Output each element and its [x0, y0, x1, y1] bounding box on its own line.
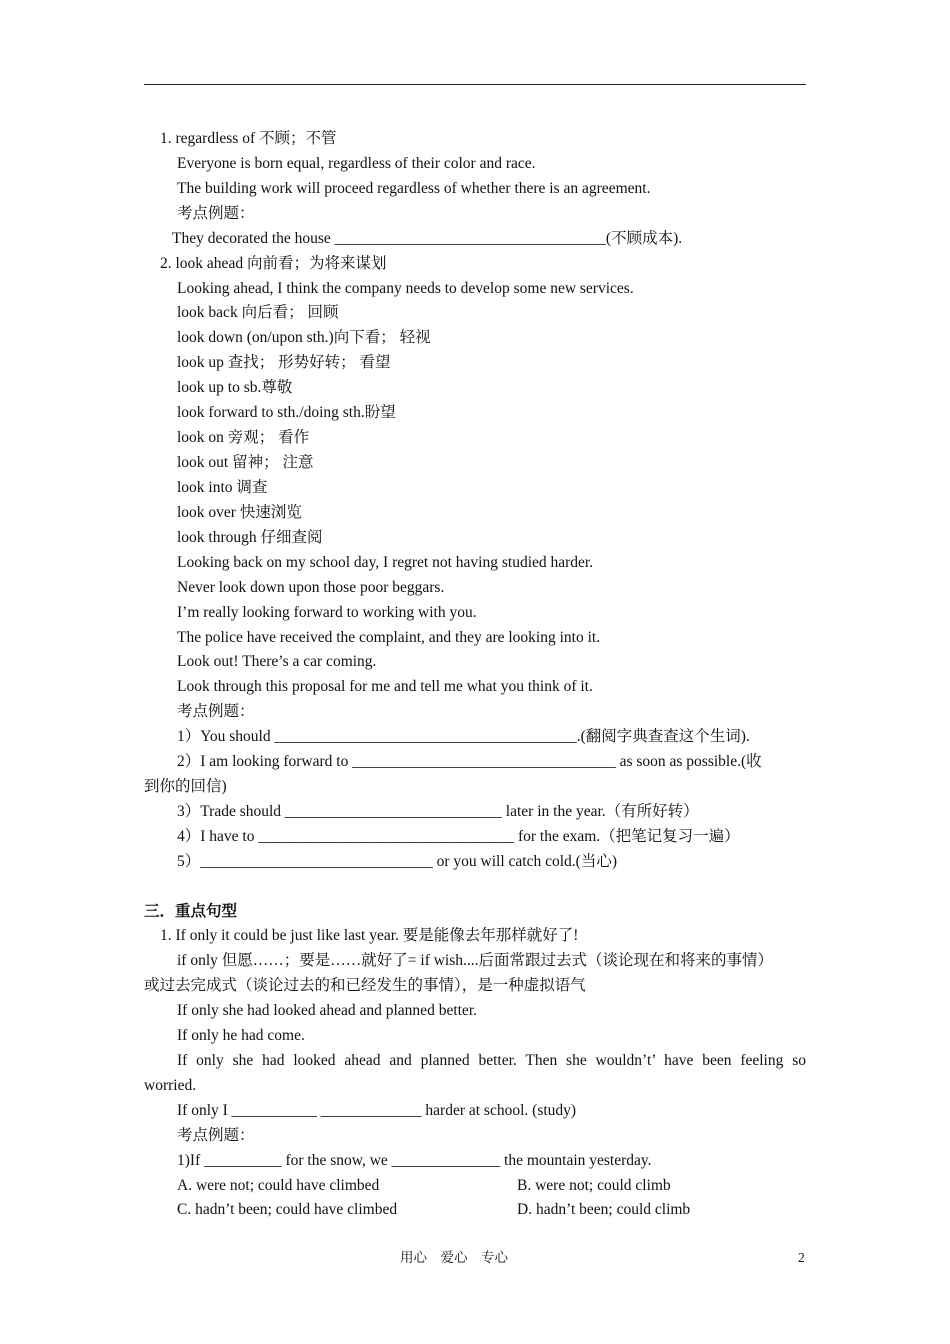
example-sentence: Never look down upon those poor beggars.: [177, 579, 445, 596]
exercise-question: 3）Trade should ____________________________ later in the year.（有所好转）: [177, 803, 699, 820]
example-sentence: Everyone is born equal, regardless of their color and race.: [177, 155, 536, 172]
choice-option-d: D. hadn’t been; could climb: [517, 1201, 691, 1218]
choice-option-c: C. hadn’t been; could have climbed: [177, 1201, 398, 1218]
example-sentence: Looking back on my school day, I regret not having studied harder.: [177, 554, 594, 571]
exercise-label: 考点例题：: [177, 703, 255, 720]
exercise-question: 4）I have to _________________________________ for the exam.（把笔记复习一遍）: [177, 828, 740, 845]
phrase-definition: look out 留神； 注意: [177, 454, 314, 471]
example-sentence: I’m really looking forward to working with you.: [177, 604, 477, 621]
item-2-heading: 2. look ahead 向前看；为将来谋划: [160, 255, 387, 272]
exercise-label: 考点例题：: [177, 1127, 255, 1144]
example-sentence: If only she had looked ahead and planned better.: [177, 1002, 477, 1019]
choice-option-a: A. were not; could have climbed: [177, 1177, 380, 1194]
phrase-definition: look over 快速浏览: [177, 504, 302, 521]
phrase-definition: look on 旁观； 看作: [177, 429, 310, 446]
exercise-question-continued: 到你的回信): [144, 778, 227, 795]
example-sentence: The police have received the complaint, and they are looking into it.: [177, 629, 601, 646]
example-sentence-continued: worried.: [144, 1077, 197, 1094]
exercise-question: If only I ___________ _____________ harder at school. (study): [177, 1102, 577, 1119]
section-heading: 三．重点句型: [144, 903, 238, 920]
example-sentence: Look out! There’s a car coming.: [177, 653, 377, 670]
phrase-definition: look through 仔细查阅: [177, 529, 323, 546]
example-sentence: If only she had looked ahead and planned better. Then she wouldn’t’ have been feeling so: [177, 1052, 806, 1069]
phrase-definition: look down (on/upon sth.)向下看； 轻视: [177, 329, 431, 346]
phrase-definition: look up to sb.尊敬: [177, 379, 293, 396]
example-sentence: If only he had come.: [177, 1027, 305, 1044]
explanation-text-continued: 或过去完成式（谈论过去的和已经发生的事情），是一种虚拟语气: [144, 977, 586, 994]
example-sentence: Looking ahead, I think the company needs to develop some new services.: [177, 280, 634, 297]
phrase-definition: look into 调查: [177, 479, 268, 496]
explanation-text: if only 但愿……；要是……就好了= if wish....后面常跟过去式（谈论现在和将来的事情）: [177, 952, 774, 969]
exercise-question: 2）I am looking forward to __________________________________ as soon as possible.(收: [177, 753, 762, 770]
item-1-heading: 1. regardless of 不顾；不管: [160, 130, 337, 147]
exercise-question: They decorated the house ___________________________________(不顾成本).: [172, 230, 683, 247]
page-number: 2: [798, 1250, 805, 1265]
phrase-definition: look forward to sth./doing sth.盼望: [177, 404, 396, 421]
exercise-question: 1)If __________ for the snow, we ______________ the mountain yesterday.: [177, 1152, 652, 1169]
example-sentence: The building work will proceed regardless of whether there is an agreement.: [177, 180, 651, 197]
phrase-definition: look back 向后看； 回顾: [177, 304, 339, 321]
example-sentence: Look through this proposal for me and tell me what you think of it.: [177, 678, 593, 695]
phrase-definition: look up 查找； 形势好转； 看望: [177, 354, 391, 371]
exercise-question: 5）______________________________ or you will catch cold.(当心): [177, 853, 617, 870]
choice-option-b: B. were not; could climb: [517, 1177, 671, 1194]
footer-motto: 用心 爱心 专心: [400, 1250, 508, 1265]
sentence-pattern-heading: 1. If only it could be just like last year. 要是能像去年那样就好了!: [160, 927, 579, 944]
header-rule: [144, 84, 806, 85]
exercise-question: 1）You should _______________________________________.(翻阅字典查查这个生词).: [177, 728, 750, 745]
exercise-label: 考点例题：: [177, 205, 255, 222]
